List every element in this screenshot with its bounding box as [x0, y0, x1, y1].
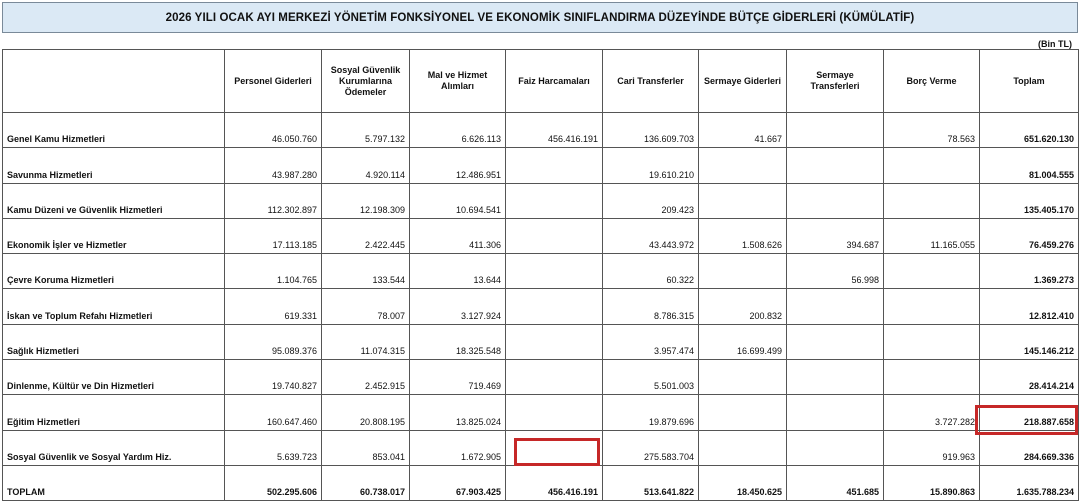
- value-cell: 209.423: [603, 183, 699, 218]
- value-cell: [787, 360, 884, 395]
- value-cell: [506, 183, 603, 218]
- value-cell: 451.685: [787, 465, 884, 500]
- table-row: [3, 254, 1079, 289]
- value-cell: 18.325.548: [410, 324, 506, 359]
- value-cell: 78.007: [322, 289, 410, 324]
- value-cell: [699, 148, 787, 183]
- value-cell: 719.469: [410, 360, 506, 395]
- value-cell: [884, 324, 980, 359]
- budget-table: [2, 49, 1079, 501]
- value-cell: 5.639.723: [225, 430, 322, 465]
- table-row: [3, 430, 1079, 465]
- value-cell: 5.797.132: [322, 113, 410, 148]
- row-label: Eğitim Hizmetleri: [3, 395, 225, 430]
- value-cell: 13.644: [410, 254, 506, 289]
- value-cell: 19.610.210: [603, 148, 699, 183]
- value-cell: 41.667: [699, 113, 787, 148]
- value-cell: 502.295.606: [225, 465, 322, 500]
- row-total-cell: 135.405.170: [980, 183, 1079, 218]
- unit-label: (Bin TL): [1038, 39, 1072, 49]
- value-cell: [787, 289, 884, 324]
- header-personnel: Personel Giderleri: [225, 50, 322, 113]
- table-row: [3, 289, 1079, 324]
- row-total-cell: 12.812.410: [980, 289, 1079, 324]
- value-cell: 18.450.625: [699, 465, 787, 500]
- header-social-security: Sosyal Güvenlik Kurumlarına Ödemeler: [322, 50, 410, 113]
- value-cell: [884, 148, 980, 183]
- row-total-cell: 1.369.273: [980, 254, 1079, 289]
- table-row: [3, 360, 1079, 395]
- row-label: Savunma Hizmetleri: [3, 148, 225, 183]
- value-cell: 95.089.376: [225, 324, 322, 359]
- value-cell: 19.879.696: [603, 395, 699, 430]
- row-total-cell: 145.146.212: [980, 324, 1079, 359]
- value-cell: 10.694.541: [410, 183, 506, 218]
- header-blank: [3, 50, 225, 113]
- value-cell: 513.641.822: [603, 465, 699, 500]
- value-cell: [884, 360, 980, 395]
- value-cell: 200.832: [699, 289, 787, 324]
- value-cell: 13.825.024: [410, 395, 506, 430]
- row-total-cell: 651.620.130: [980, 113, 1079, 148]
- value-cell: [787, 113, 884, 148]
- value-cell: [787, 430, 884, 465]
- header-interest: Faiz Harcamaları: [506, 50, 603, 113]
- value-cell: 11.165.055: [884, 218, 980, 253]
- row-label: Sosyal Güvenlik ve Sosyal Yardım Hiz.: [3, 430, 225, 465]
- value-cell: 5.501.003: [603, 360, 699, 395]
- value-cell: 2.422.445: [322, 218, 410, 253]
- header-goods-services: Mal ve Hizmet Alımları: [410, 50, 506, 113]
- row-total-cell: 81.004.555: [980, 148, 1079, 183]
- table-row: [3, 148, 1079, 183]
- value-cell: [884, 254, 980, 289]
- value-cell: [787, 183, 884, 218]
- value-cell: 136.609.703: [603, 113, 699, 148]
- value-cell: 12.486.951: [410, 148, 506, 183]
- table-row: [3, 183, 1079, 218]
- value-cell: 456.416.191: [506, 465, 603, 500]
- value-cell: 853.041: [322, 430, 410, 465]
- row-total-cell: 1.635.788.234: [980, 465, 1079, 500]
- value-cell: [506, 360, 603, 395]
- value-cell: 133.544: [322, 254, 410, 289]
- value-cell: 1.508.626: [699, 218, 787, 253]
- row-label: Kamu Düzeni ve Güvenlik Hizmetleri: [3, 183, 225, 218]
- row-label: Genel Kamu Hizmetleri: [3, 113, 225, 148]
- value-cell: 6.626.113: [410, 113, 506, 148]
- value-cell: 46.050.760: [225, 113, 322, 148]
- table-row: [3, 395, 1079, 430]
- value-cell: [506, 218, 603, 253]
- value-cell: [699, 395, 787, 430]
- value-cell: [787, 148, 884, 183]
- value-cell: 4.920.114: [322, 148, 410, 183]
- value-cell: 43.443.972: [603, 218, 699, 253]
- value-cell: 12.198.309: [322, 183, 410, 218]
- row-label: Çevre Koruma Hizmetleri: [3, 254, 225, 289]
- value-cell: 3.127.924: [410, 289, 506, 324]
- value-cell: 919.963: [884, 430, 980, 465]
- value-cell: 17.113.185: [225, 218, 322, 253]
- row-label: Sağlık Hizmetleri: [3, 324, 225, 359]
- value-cell: [506, 395, 603, 430]
- value-cell: 60.738.017: [322, 465, 410, 500]
- value-cell: [506, 289, 603, 324]
- value-cell: 1.104.765: [225, 254, 322, 289]
- total-row: [3, 465, 1079, 500]
- value-cell: 56.998: [787, 254, 884, 289]
- value-cell: 43.987.280: [225, 148, 322, 183]
- value-cell: 456.416.191: [506, 113, 603, 148]
- value-cell: 3.957.474: [603, 324, 699, 359]
- row-total-cell: 218.887.658: [980, 395, 1079, 430]
- value-cell: 19.740.827: [225, 360, 322, 395]
- value-cell: [506, 254, 603, 289]
- value-cell: [884, 289, 980, 324]
- header-capital-transfers: Sermaye Transferleri: [787, 50, 884, 113]
- header-total: Toplam: [980, 50, 1079, 113]
- value-cell: [506, 430, 603, 465]
- value-cell: [506, 148, 603, 183]
- value-cell: 275.583.704: [603, 430, 699, 465]
- value-cell: 619.331: [225, 289, 322, 324]
- value-cell: 394.687: [787, 218, 884, 253]
- row-label: TOPLAM: [3, 465, 225, 500]
- table-title: 2026 YILI OCAK AYI MERKEZİ YÖNETİM FONKSİYONEL VE EKONOMİK SINIFLANDIRMA DÜZEYİNDE BÜTÇE GİDERLERİ (KÜMÜLATİF): [2, 2, 1078, 33]
- value-cell: 16.699.499: [699, 324, 787, 359]
- value-cell: [699, 360, 787, 395]
- value-cell: [699, 430, 787, 465]
- row-label: Ekonomik İşler ve Hizmetler: [3, 218, 225, 253]
- table-row: [3, 324, 1079, 359]
- value-cell: 15.890.863: [884, 465, 980, 500]
- value-cell: [699, 183, 787, 218]
- value-cell: [699, 254, 787, 289]
- row-total-cell: 284.669.336: [980, 430, 1079, 465]
- header-row: [3, 50, 1079, 113]
- value-cell: 8.786.315: [603, 289, 699, 324]
- row-label: İskan ve Toplum Refahı Hizmetleri: [3, 289, 225, 324]
- value-cell: 60.322: [603, 254, 699, 289]
- value-cell: [787, 395, 884, 430]
- row-label: Dinlenme, Kültür ve Din Hizmetleri: [3, 360, 225, 395]
- value-cell: [884, 183, 980, 218]
- value-cell: 411.306: [410, 218, 506, 253]
- value-cell: 20.808.195: [322, 395, 410, 430]
- value-cell: 11.074.315: [322, 324, 410, 359]
- table-row: [3, 113, 1079, 148]
- row-total-cell: 76.459.276: [980, 218, 1079, 253]
- value-cell: 2.452.915: [322, 360, 410, 395]
- value-cell: [787, 324, 884, 359]
- header-current-transfers: Cari Transferler: [603, 50, 699, 113]
- row-total-cell: 28.414.214: [980, 360, 1079, 395]
- table-row: [3, 218, 1079, 253]
- header-capital-expenditure: Sermaye Giderleri: [699, 50, 787, 113]
- value-cell: 3.727.282: [884, 395, 980, 430]
- value-cell: 67.903.425: [410, 465, 506, 500]
- header-lending: Borç Verme: [884, 50, 980, 113]
- value-cell: 1.672.905: [410, 430, 506, 465]
- value-cell: 112.302.897: [225, 183, 322, 218]
- value-cell: 78.563: [884, 113, 980, 148]
- value-cell: 160.647.460: [225, 395, 322, 430]
- value-cell: [506, 324, 603, 359]
